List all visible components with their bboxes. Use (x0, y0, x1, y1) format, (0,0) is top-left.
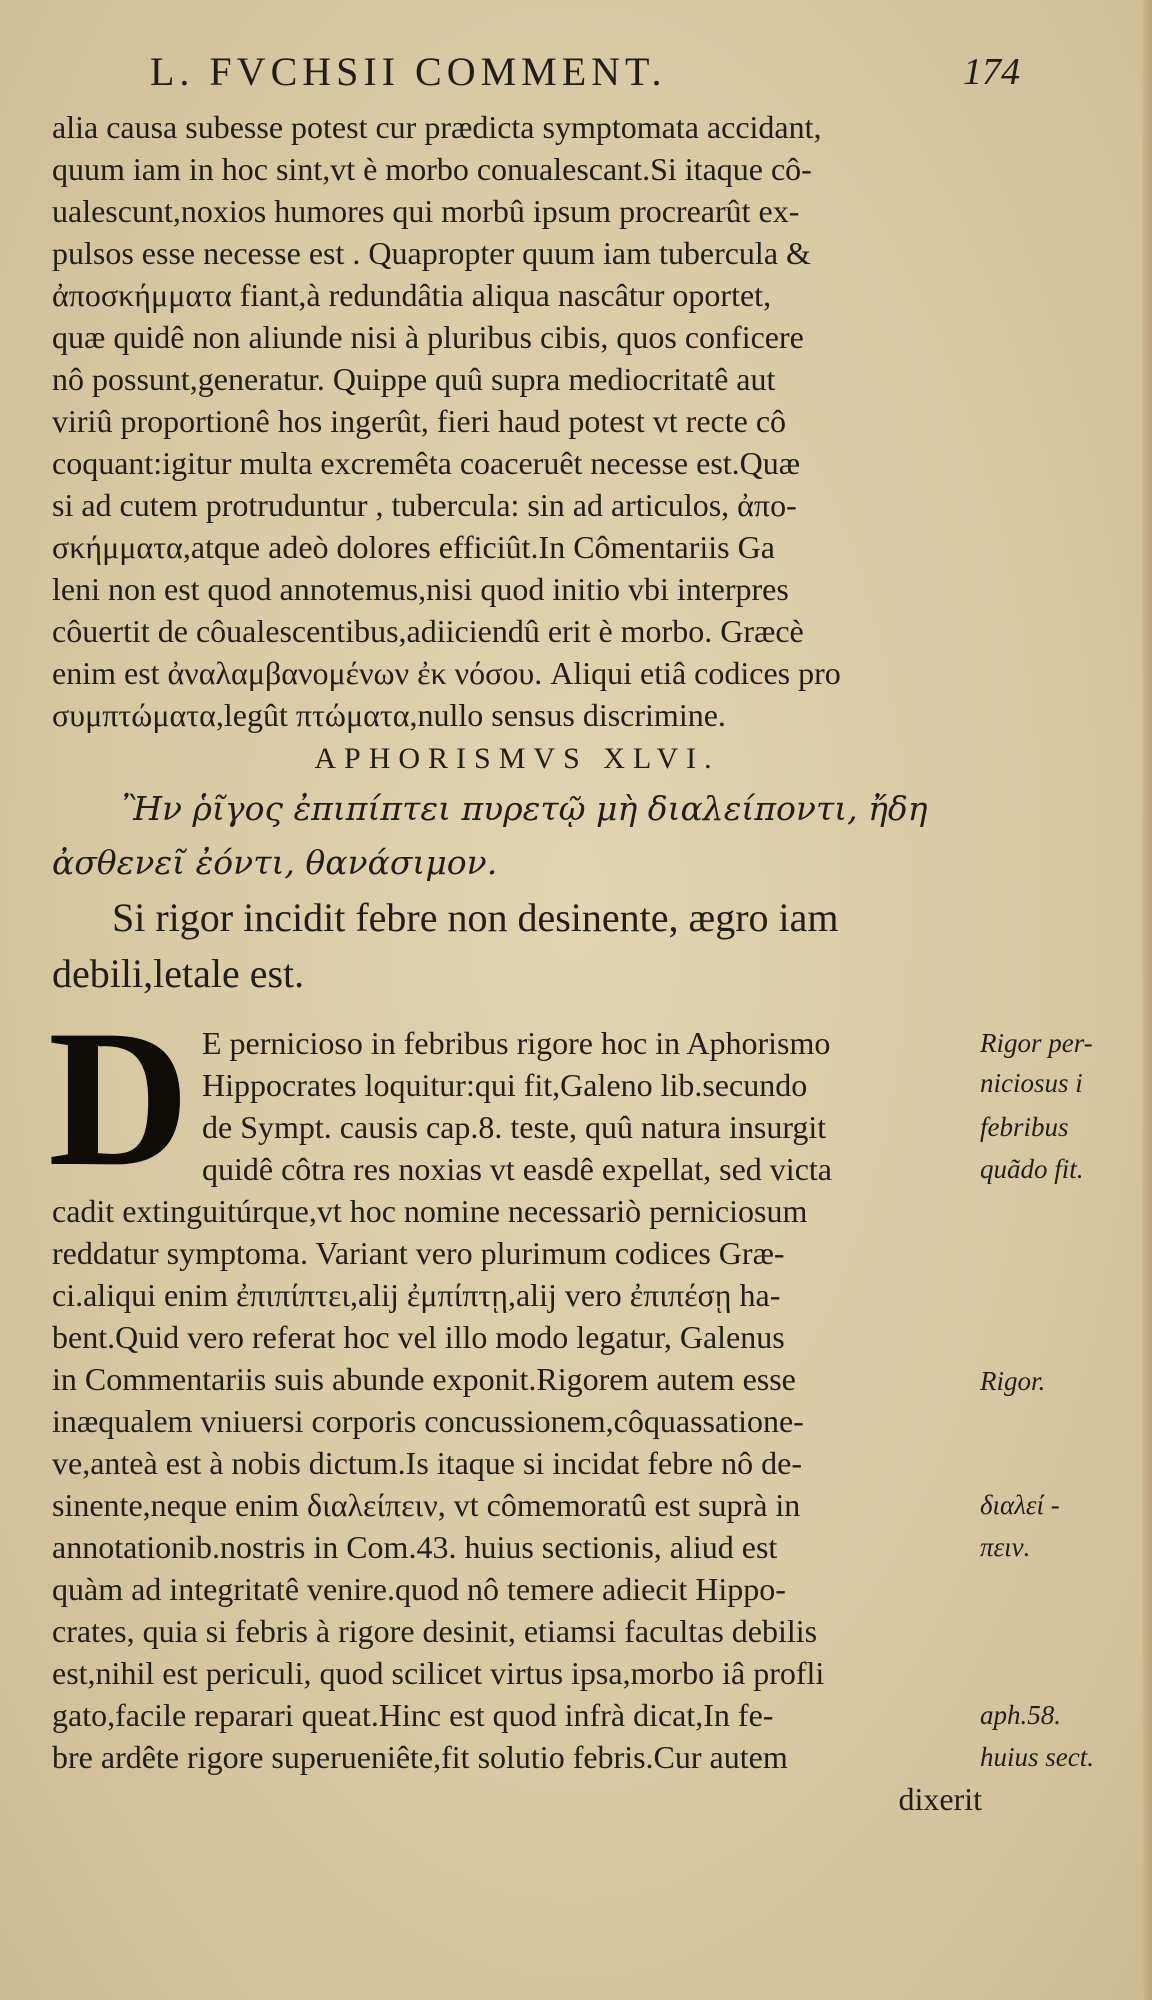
text-line: cadit extinguitúrque,vt hoc nomine necessariò perniciosum (52, 1193, 808, 1229)
margin-note: huius sect. (980, 1742, 1094, 1772)
margin-note: Rigor. (980, 1366, 1046, 1396)
text-line: quidê côtra res noxias vt easdê expellat, sed victa (202, 1151, 832, 1187)
commentary (48, 990, 982, 1820)
running-head: L. FVCHSII COMMENT. (150, 49, 667, 94)
text-line: pulsos esse necesse est . Quapropter quum iam tubercula & (52, 235, 811, 271)
text-line: ἀποσκήμματα fiant,à redundâtia aliqua nascâtur oportet, (52, 277, 772, 313)
margin-note: διαλεί - (980, 1490, 1060, 1520)
aphorism-latin-line: Si rigor incidit febre non desinente, ægro iam (112, 895, 839, 940)
text-line: Hippocrates loquitur:qui fit,Galeno lib.secundo (202, 1067, 808, 1103)
margin-note: febribus (980, 1112, 1069, 1142)
text-line: côuertit de côualescentibus,adiiciendû erit è morbo. Græcè (52, 613, 804, 649)
text-line: enim est ἀναλαμβανομένων ἐκ νόσου. Aliqui etiâ codices pro (52, 655, 841, 691)
margin-note: niciosus i (980, 1068, 1083, 1098)
text-line: ualescunt,noxios humores qui morbû ipsum procrearût ex- (52, 193, 800, 229)
text-line: bre ardête rigore superueniête,fit solutio febris.Cur autem (52, 1739, 788, 1775)
aphorism-greek-line: Ἢν ῥῖγος ἐπιπίπτει πυρετῷ μὴ διαλείποντι, ἤδη (122, 789, 928, 828)
text-line: in Commentariis suis abunde exponit.Rigorem autem esse (52, 1361, 796, 1397)
text-line: quàm ad integritatê venire.quod nô temere adiecit Hippo- (52, 1571, 786, 1607)
page-edge-shadow (1142, 0, 1152, 2000)
text-line: σκήμματα,atque adeò dolores efficiût.In Cômentariis Ga (52, 529, 775, 565)
text-line: si ad cutem protruduntur , tubercula: sin ad articulos, ἀπο- (52, 487, 797, 523)
text-line: quum iam in hoc sint,vt è morbo conualescant.Si itaque cô- (52, 151, 812, 187)
text-line: inæqualem vniuersi corporis concussionem,côquassatione- (52, 1403, 804, 1439)
margin-note: Rigor per- (980, 1028, 1093, 1058)
text-line: συμπτώματα,legût πτώματα,nullo sensus discrimine. (52, 697, 726, 733)
page-header (150, 48, 1020, 98)
text-line: viriû proportionê hos ingerût, fieri haud potest vt recte cô (52, 403, 787, 439)
drop-cap-initial: D (48, 990, 190, 1207)
text-line: est,nihil est periculi, quod scilicet virtus ipsa,morbo iâ profli (52, 1655, 825, 1691)
text-line: de Sympt. causis cap.8. teste, quû natura insurgit (202, 1109, 827, 1145)
page-number: 174 (963, 51, 1020, 93)
margin-note: aph.58. (980, 1700, 1061, 1730)
aphorism-latin-line: debili,letale est. (52, 951, 305, 996)
text-line: nô possunt,generatur. Quippe quû supra mediocritatê aut (52, 361, 776, 397)
text-line: leni non est quod annotemus,nisi quod initio vbi interpres (52, 571, 789, 607)
text-line: ci.aliqui enim ἐπιπίπτει,alij ἐμπίπτῃ,alij vero ἐπιπέσῃ ha- (52, 1277, 781, 1313)
text-line: gato,facile reparari queat.Hinc est quod infrà dicat,In fe- (52, 1697, 774, 1733)
main-text-column (48, 106, 982, 1820)
margin-note: quãdo fit. (980, 1154, 1084, 1184)
text-line: coquant:igitur multa excremêta coaceruêt necesse est.Quæ (52, 445, 801, 481)
aphorism-title: APHORISMVS XLVI. (314, 742, 720, 775)
catchword: dixerit (898, 1781, 982, 1817)
text-line: annotationib.nostris in Com.43. huius sectionis, aliud est (52, 1529, 778, 1565)
text-line: bent.Quid vero referat hoc vel illo modo legatur, Galenus (52, 1319, 785, 1355)
text-line: crates, quia si febris à rigore desinit, etiamsi facultas debilis (52, 1613, 818, 1649)
text-line: E perniciosо in febribus rigore hoc in Aphorismo (202, 1025, 831, 1061)
text-line: alia causa subesse potest cur prædicta symptomata accidant, (52, 109, 822, 145)
aphorism-greek-line: ἀσθενεῖ ἐόντι, θανάσιμον. (52, 843, 498, 882)
text-line: sinente,neque enim διαλείπειν, vt cômemoratû est suprà in (52, 1487, 801, 1523)
text-line: ve,anteà est à nobis dictum.Is itaque si incidat febre nô de- (52, 1445, 802, 1481)
margin-note: πειν. (980, 1532, 1031, 1562)
text-line: reddatur symptoma. Variant vero plurimum codices Græ- (52, 1235, 785, 1271)
text-line: quæ quidê non aliunde nisi à pluribus cibis, quos conficere (52, 319, 804, 355)
